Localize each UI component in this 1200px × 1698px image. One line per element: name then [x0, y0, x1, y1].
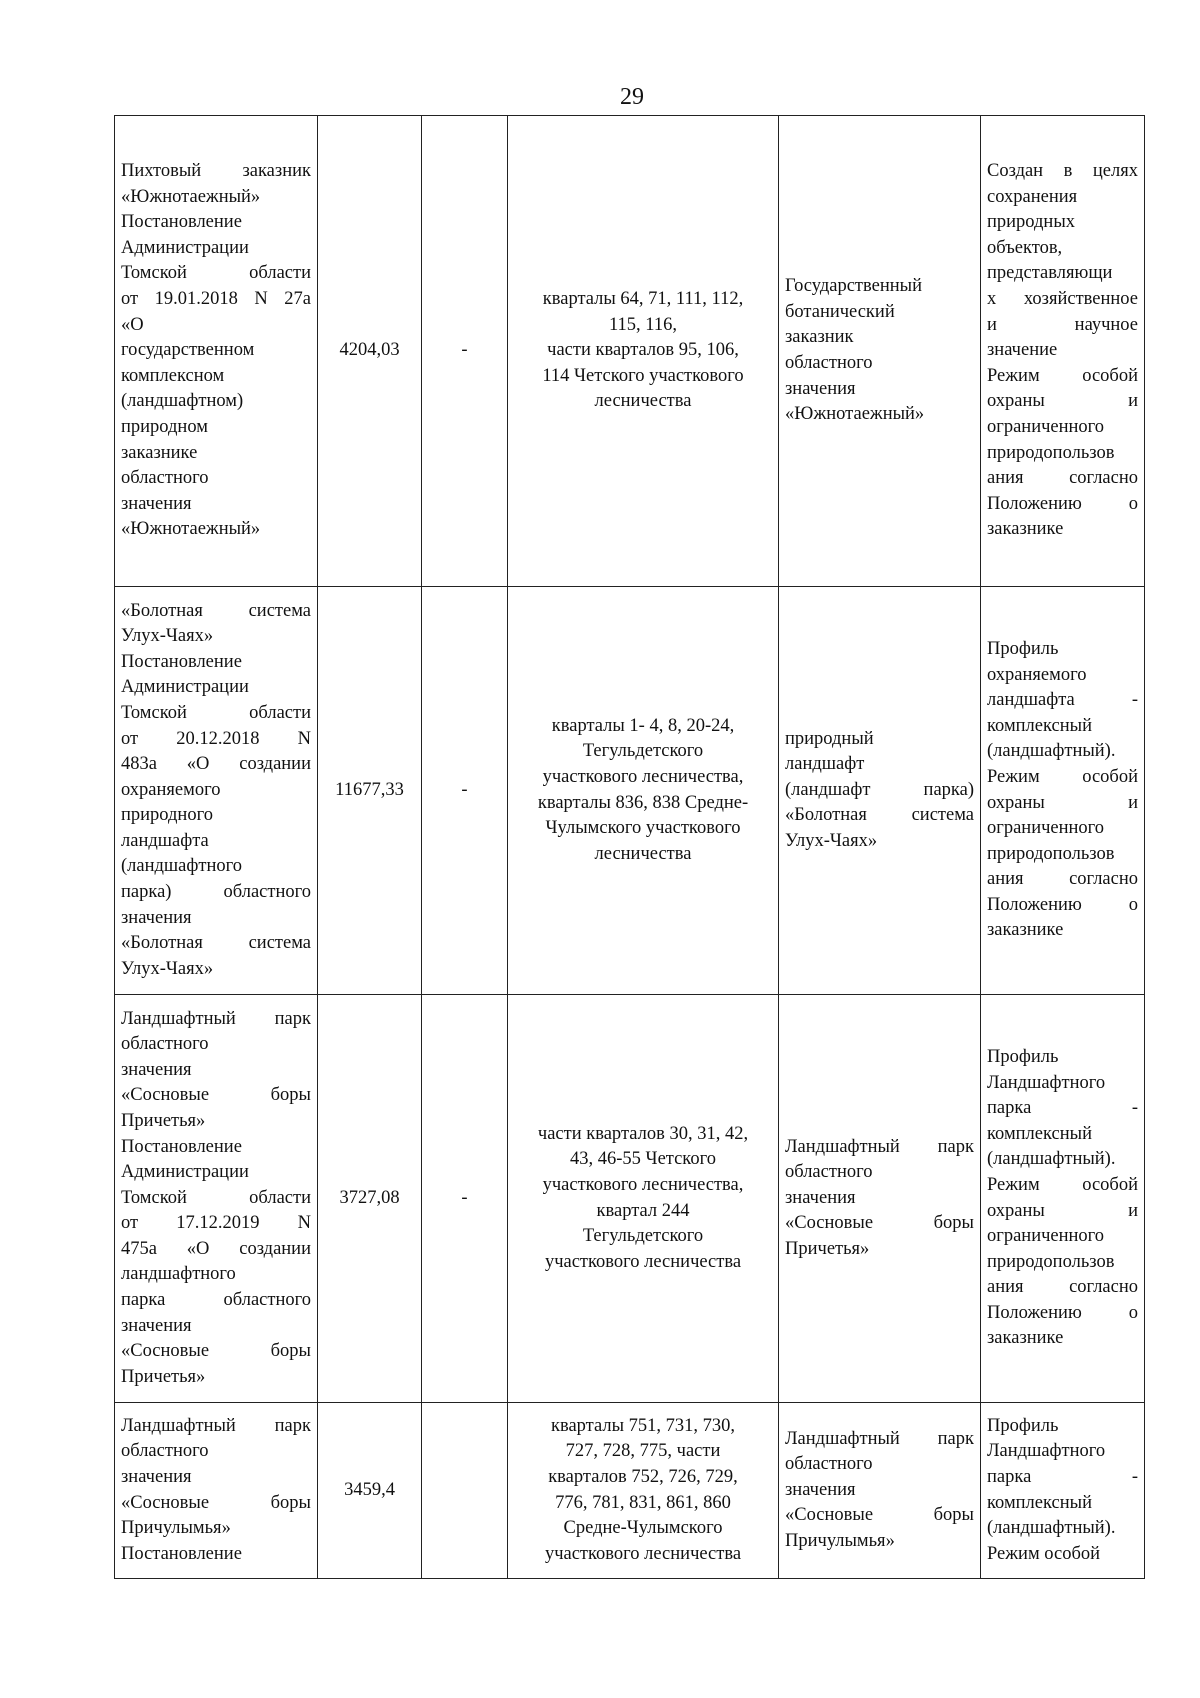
cell-line: значения: [121, 493, 192, 514]
cell-line: Улух-Чаях»: [785, 830, 878, 851]
cell-line: Улух-Чаях»: [121, 958, 214, 979]
cell-line: Пихтовый заказник: [121, 161, 311, 182]
dash-cell: [422, 1403, 508, 1579]
cell-line: квартал 244: [596, 1200, 690, 1221]
cell-line: Положению о: [987, 1302, 1138, 1323]
location-cell: [508, 587, 779, 995]
cell-line: значение: [987, 340, 1058, 361]
cell-line: Томской области: [121, 1187, 311, 1208]
cell-line: Постановление: [121, 212, 242, 233]
cell-line: 483а «О создании: [121, 754, 311, 775]
note-cell: [981, 995, 1145, 1403]
cell-line: ботанический: [785, 301, 895, 322]
cell-line: комплексный: [987, 715, 1092, 736]
note-cell: [981, 587, 1145, 995]
area-name-cell: [115, 1403, 318, 1579]
cell-line: областного: [121, 1441, 209, 1462]
category-cell: [779, 587, 981, 995]
cell-line: (ландшафтного: [121, 856, 242, 877]
cell-line: кварталы 64, 71, 111, 112,: [542, 289, 744, 310]
cell-line: «Сосновые боры: [785, 1505, 974, 1526]
cell-line: значения: [121, 1466, 192, 1487]
cell-line: «Болотная система: [785, 805, 974, 826]
cell-line: Средне-Чулымского: [563, 1518, 723, 1539]
cell-line: Тегульдетского: [582, 741, 704, 762]
cell-line: 114 Четского участкового: [542, 365, 744, 386]
cell-line: х хозяйственное: [987, 289, 1138, 310]
cell-line: заказник: [785, 327, 854, 348]
location-cell: [508, 995, 779, 1403]
category-cell: [779, 116, 981, 587]
table-row: [115, 116, 1145, 587]
cell-line: «Южнотаежный»: [785, 404, 925, 425]
cell-line: значения: [121, 1315, 192, 1336]
cell-line: Постановление: [121, 1136, 242, 1157]
cell-line: кварталы 1- 4, 8, 20-24,: [551, 715, 735, 736]
cell-line: 115, 116,: [608, 314, 677, 335]
cell-line: (ландшафтном): [121, 391, 244, 412]
cell-line: от 20.12.2018 N: [121, 728, 311, 749]
dash-cell: -: [422, 587, 508, 995]
note-cell: [981, 116, 1145, 587]
cell-line: участкового лесничества: [544, 1543, 742, 1564]
cell-line: (ландшафт парка): [785, 779, 974, 800]
note-cell: [981, 1403, 1145, 1579]
protected-areas-table: [114, 115, 1145, 1579]
cell-line: Томской области: [121, 702, 311, 723]
cell-line: комплексном: [121, 365, 225, 386]
cell-line: «Сосновые боры: [121, 1492, 311, 1513]
location-cell: [508, 1403, 779, 1579]
cell-line: Постановление: [121, 651, 242, 672]
cell-line: Режим особой: [987, 766, 1138, 787]
cell-line: природопользов: [987, 1251, 1115, 1272]
cell-line: кварталов 752, 726, 729,: [548, 1466, 738, 1487]
cell-line: (ландшафтный).: [987, 741, 1116, 762]
cell-line: ания согласно: [987, 468, 1138, 489]
cell-line: Чулымского участкового: [545, 818, 741, 839]
cell-line: Тегульдетского: [582, 1226, 704, 1247]
cell-line: кварталы 751, 731, 730,: [550, 1415, 736, 1436]
cell-line: значения: [785, 1479, 856, 1500]
cell-line: ограниченного: [987, 818, 1105, 839]
cell-line: областного: [785, 1162, 873, 1183]
cell-line: природопользов: [987, 442, 1115, 463]
cell-line: комплексный: [987, 1492, 1092, 1513]
cell-line: заказнике: [121, 442, 198, 463]
cell-line: парка областного: [121, 1290, 311, 1311]
cell-line: лесничества: [594, 391, 692, 412]
cell-line: Ландшафтного: [987, 1072, 1106, 1093]
cell-line: ограниченного: [987, 1226, 1105, 1247]
cell-line: Ландшафтный парк: [785, 1136, 974, 1157]
table-row: [115, 1403, 1145, 1579]
cell-line: ландшафтного: [121, 1264, 236, 1285]
cell-line: Томской области: [121, 263, 311, 284]
cell-line: 43, 46-55 Четского: [570, 1149, 716, 1170]
cell-line: объектов,: [987, 237, 1063, 258]
area-size-cell: 3459,4: [318, 1403, 422, 1579]
cell-line: государственном: [121, 340, 255, 361]
cell-line: ограниченного: [987, 416, 1105, 437]
cell-line: сохранения: [987, 186, 1078, 207]
cell-line: природных: [987, 212, 1076, 233]
cell-line: Причетья»: [121, 1110, 206, 1131]
category-cell: [779, 995, 981, 1403]
cell-line: природного: [121, 805, 213, 826]
cell-line: «Сосновые боры: [121, 1341, 311, 1362]
cell-line: (ландшафтный).: [987, 1518, 1116, 1539]
cell-line: «О: [121, 314, 144, 335]
cell-line: Администрации: [121, 677, 249, 698]
cell-line: Причулымья»: [121, 1518, 231, 1539]
cell-line: природный: [785, 728, 874, 749]
dash-cell: -: [422, 995, 508, 1403]
cell-line: парка) областного: [121, 882, 311, 903]
cell-line: «Сосновые боры: [785, 1213, 974, 1234]
cell-line: значения: [785, 378, 856, 399]
cell-line: охраны и: [987, 391, 1138, 412]
cell-line: Режим особой: [987, 365, 1138, 386]
cell-line: Администрации: [121, 237, 249, 258]
cell-line: Профиль: [987, 1046, 1059, 1067]
area-name-cell: [115, 587, 318, 995]
cell-line: Режим особой: [987, 1543, 1101, 1564]
table-row: [115, 995, 1145, 1403]
area-size-cell: 4204,03: [318, 116, 422, 587]
area-size-cell: 11677,33: [318, 587, 422, 995]
cell-line: 727, 728, 775, части: [565, 1441, 721, 1462]
cell-line: Профиль: [987, 1415, 1059, 1436]
category-cell: [779, 1403, 981, 1579]
cell-line: от 17.12.2019 N: [121, 1213, 311, 1234]
area-name-cell: [115, 116, 318, 587]
cell-line: Причетья»: [121, 1366, 206, 1387]
cell-line: Режим особой: [987, 1174, 1138, 1195]
cell-line: Профиль: [987, 638, 1059, 659]
cell-line: парка -: [987, 1098, 1138, 1119]
cell-line: заказнике: [987, 1328, 1064, 1349]
area-size-cell: 3727,08: [318, 995, 422, 1403]
cell-line: от 19.01.2018 N 27а: [121, 289, 311, 310]
cell-line: охраны и: [987, 1200, 1138, 1221]
cell-line: «Болотная система: [121, 933, 311, 954]
cell-line: Постановление: [121, 1543, 242, 1564]
cell-line: Администрации: [121, 1162, 249, 1183]
cell-line: 475а «О создании: [121, 1238, 311, 1259]
page-number: 29: [620, 84, 644, 110]
cell-line: Создан в целях: [987, 161, 1138, 182]
cell-line: участкового лесничества,: [542, 766, 744, 787]
cell-line: значения: [785, 1187, 856, 1208]
dash-cell: -: [422, 116, 508, 587]
cell-line: 776, 781, 831, 861, 860: [555, 1492, 731, 1513]
cell-line: областного: [785, 353, 873, 373]
cell-line: областного: [121, 1034, 209, 1055]
cell-line: областного: [785, 1454, 873, 1475]
cell-line: части кварталов 95, 106,: [547, 340, 739, 361]
cell-line: Государственный: [785, 276, 922, 297]
cell-line: природном: [121, 416, 208, 437]
cell-line: лесничества: [594, 843, 692, 864]
cell-line: природопользов: [987, 843, 1115, 864]
cell-line: «Болотная система: [121, 600, 311, 621]
cell-line: заказнике: [987, 519, 1064, 540]
cell-line: участкового лесничества,: [542, 1174, 744, 1195]
cell-line: участкового лесничества: [544, 1251, 742, 1272]
cell-line: Причулымья»: [785, 1530, 895, 1551]
cell-line: ландшафта: [121, 830, 209, 851]
cell-line: Положению о: [987, 493, 1138, 514]
cell-line: значения: [121, 1059, 192, 1080]
cell-line: Улух-Чаях»: [121, 626, 214, 647]
cell-line: охраняемого: [987, 664, 1087, 685]
location-cell: [508, 116, 779, 587]
cell-line: ландшафт: [785, 754, 865, 775]
cell-line: Положению о: [987, 894, 1138, 915]
cell-line: парка -: [987, 1466, 1138, 1487]
cell-line: Ландшафтный парк: [121, 1008, 311, 1029]
cell-line: и научное: [987, 314, 1138, 335]
cell-line: охраняемого: [121, 779, 221, 800]
cell-line: Ландшафтный парк: [121, 1415, 311, 1436]
cell-line: представляющи: [987, 263, 1113, 284]
cell-line: кварталы 836, 838 Средне-: [537, 792, 749, 813]
table-row: [115, 587, 1145, 995]
cell-line: Ландшафтного: [987, 1441, 1106, 1462]
cell-line: ания согласно: [987, 1277, 1138, 1298]
cell-line: «Южнотаежный»: [121, 519, 261, 540]
cell-line: областного: [121, 468, 209, 489]
cell-line: (ландшафтный).: [987, 1149, 1116, 1170]
cell-line: значения: [121, 907, 192, 928]
area-name-cell: [115, 995, 318, 1403]
cell-line: заказнике: [987, 920, 1064, 941]
cell-line: охраны и: [987, 792, 1138, 813]
cell-line: части кварталов 30, 31, 42,: [537, 1123, 749, 1144]
cell-line: ания согласно: [987, 869, 1138, 890]
cell-line: Причетья»: [785, 1238, 870, 1259]
cell-line: «Южнотаежный»: [121, 186, 261, 207]
cell-line: ландшафта -: [987, 690, 1138, 711]
cell-line: «Сосновые боры: [121, 1085, 311, 1106]
cell-line: комплексный: [987, 1123, 1092, 1144]
cell-line: Ландшафтный парк: [785, 1428, 974, 1449]
